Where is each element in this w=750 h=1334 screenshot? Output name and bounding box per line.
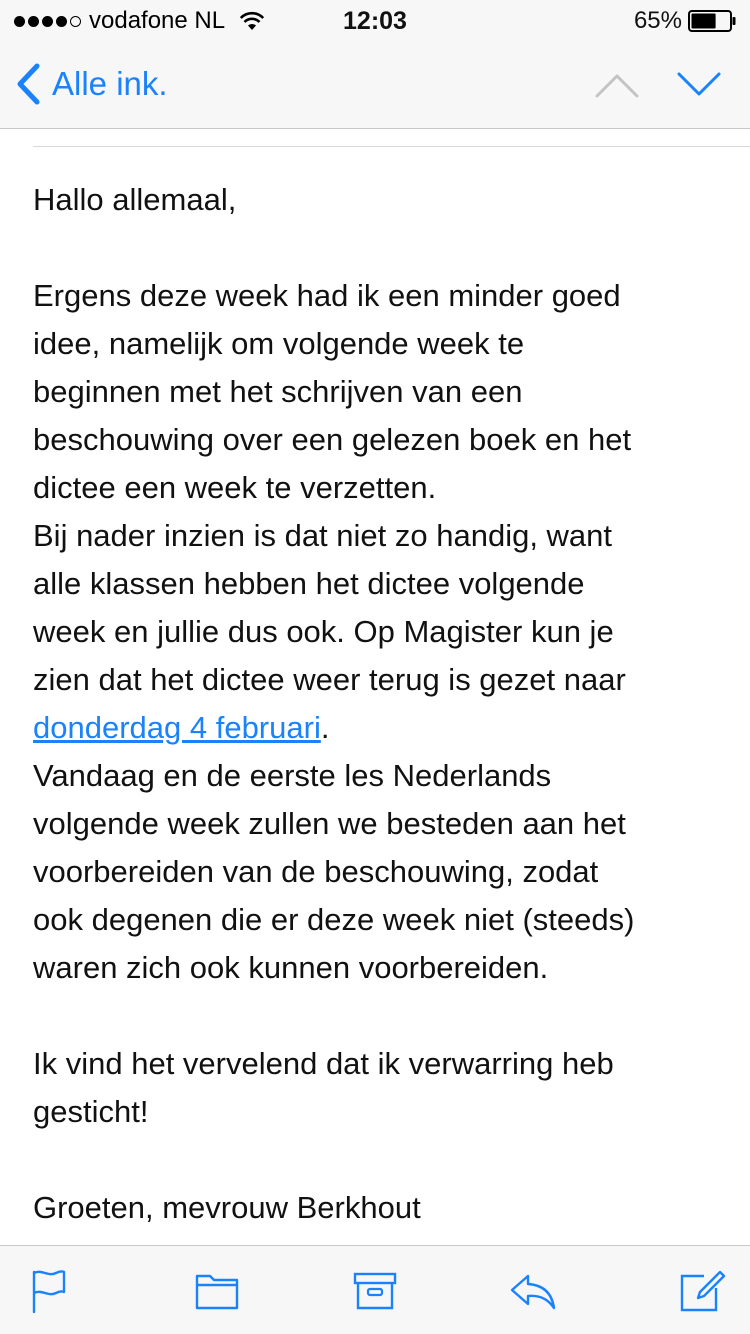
bottom-toolbar: [0, 1245, 750, 1334]
body-line: Ergens deze week had ik een minder goed: [33, 278, 621, 313]
battery-status: [634, 6, 736, 36]
body-line: zien dat het dictee weer terug is gezet naar: [33, 662, 626, 697]
body-line: ook degenen die er deze week niet (steeds): [33, 902, 635, 937]
email-signature: Groeten, mevrouw Berkhout: [33, 1190, 421, 1225]
reply-icon[interactable]: [508, 1268, 558, 1314]
chevron-left-icon: [14, 63, 44, 105]
body-line: week en jullie dus ook. Op Magister kun je: [33, 614, 614, 649]
folder-icon[interactable]: [192, 1268, 242, 1314]
archive-icon[interactable]: [350, 1268, 400, 1314]
date-link-suffix: .: [320, 710, 330, 745]
body-line: waren zich ook kunnen voorbereiden.: [33, 950, 549, 985]
header-divider: [33, 146, 750, 147]
battery-percentage: 65%: [633, 7, 682, 34]
email-body: [33, 176, 723, 1232]
body-line: volgende week zullen we besteden aan het: [33, 806, 626, 841]
date-link[interactable]: donderdag 4 februari: [33, 710, 321, 745]
back-button[interactable]: [14, 62, 168, 106]
battery-icon: [688, 10, 736, 32]
closing-line: gesticht!: [33, 1094, 149, 1129]
body-line: idee, namelijk om volgende week te: [33, 326, 525, 361]
body-line: beschouwing over een gelezen boek en het: [33, 422, 632, 457]
body-line: dictee een week te verzetten.: [33, 470, 437, 505]
body-line: Bij nader inzien is dat niet zo handig, want: [33, 518, 613, 553]
status-time: 12:03: [343, 7, 407, 35]
compose-icon[interactable]: [678, 1268, 728, 1314]
nav-bar: [0, 40, 750, 129]
carrier-name: vodafone NL: [89, 7, 226, 34]
email-greeting: Hallo allemaal,: [33, 182, 237, 217]
body-line: voorbereiden van de beschouwing, zodat: [33, 854, 599, 889]
flag-icon[interactable]: [24, 1268, 74, 1314]
body-line: alle klassen hebben het dictee volgende: [33, 566, 585, 601]
body-line: Vandaag en de eerste les Nederlands: [33, 758, 552, 793]
status-bar: [0, 0, 750, 40]
body-line: beginnen met het schrijven van een: [33, 374, 523, 409]
back-label: Alle ink.: [52, 65, 168, 102]
date-line: [33, 704, 723, 752]
chevron-down-icon[interactable]: [676, 70, 722, 100]
closing-line: Ik vind het vervelend dat ik verwarring heb: [33, 1046, 614, 1081]
chevron-up-icon[interactable]: [594, 70, 640, 100]
